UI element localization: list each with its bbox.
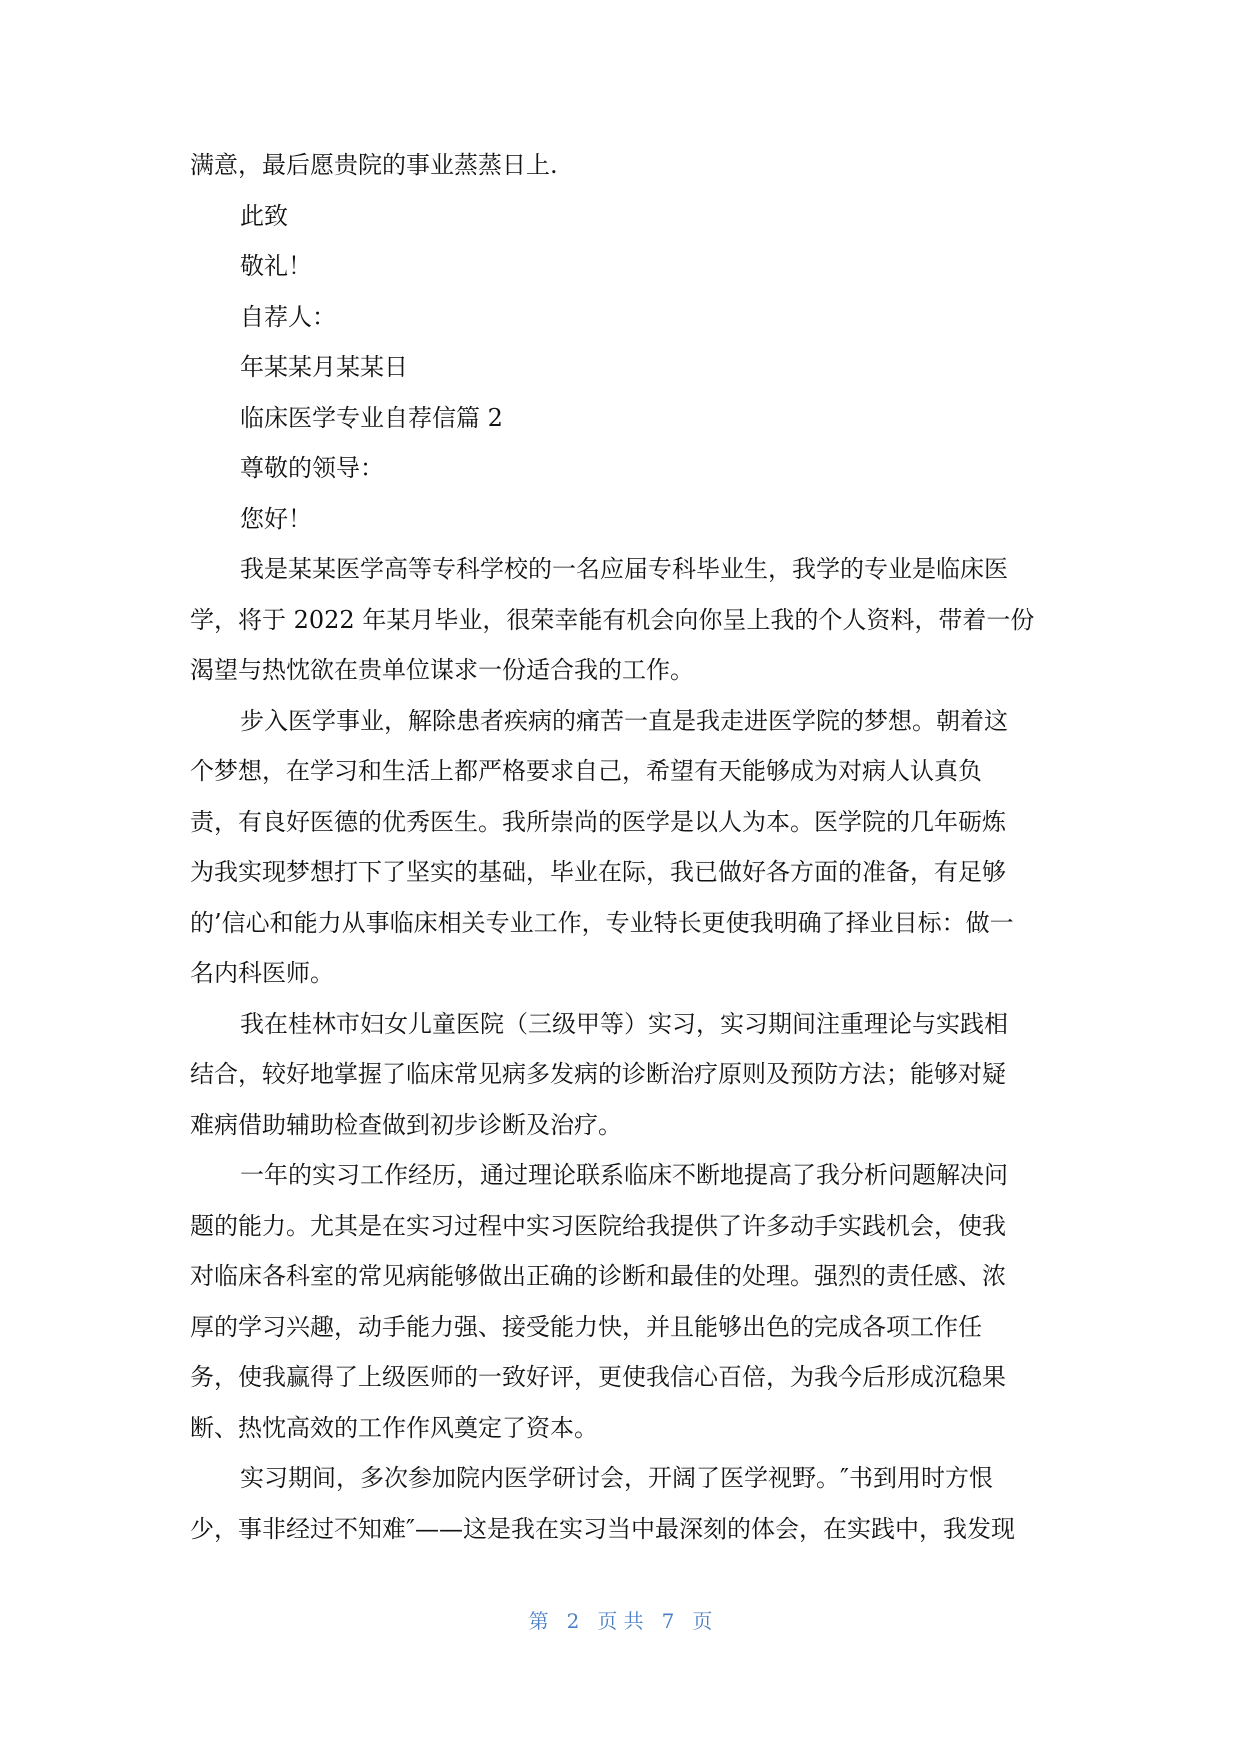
text-line: 题的能力。尤其是在实习过程中实习医院给我提供了许多动手实践机会，使我 [190, 1211, 1006, 1240]
text-line: 个梦想，在学习和生活上都严格要求自己，希望有天能够成为对病人认真负 [190, 757, 982, 785]
footer-total-pages: 7 [661, 1609, 675, 1633]
text-line: 务，使我赢得了上级医师的一致好评，更使我信心百倍，为我今后形成沉稳果 [190, 1363, 1006, 1391]
text-line: 此致 [240, 201, 288, 230]
text-line: 我是某某医学高等专科学校的一名应届专科毕业生，我学的专业是临床医 [240, 555, 1008, 583]
text-line: 责，有良好医德的优秀医生。我所崇尚的医学是以人为本。医学院的几年砺炼 [190, 807, 1006, 836]
text-line: 断、热忱高效的工作作风奠定了资本。 [190, 1413, 598, 1442]
text-line: 满意，最后愿贵院的事业蒸蒸日上. [190, 151, 558, 179]
text-line: 自荐人： [240, 302, 336, 331]
text-line: 结合，较好地掌握了临床常见病多发病的诊断治疗原则及预防方法；能够对疑 [190, 1060, 1006, 1088]
text-line: 您好！ [240, 504, 312, 533]
text-line: 年某某月某某日 [240, 353, 408, 381]
text-line: 学，将于 2022 年某月毕业，很荣幸能有机会向你呈上我的个人资料，带着一份 [190, 605, 1035, 634]
text-line: 少，事非经过不知难″——这是我在实习当中最深刻的体会，在实践中，我发现 [190, 1514, 1015, 1543]
footer-of-label: 页 共 [597, 1609, 644, 1633]
text-line: 我在桂林市妇女儿童医院（三级甲等）实习，实习期间注重理论与实践相 [240, 1009, 1008, 1038]
text-line: 难病借助辅助检查做到初步诊断及治疗。 [190, 1110, 622, 1139]
text-line: 步入医学事业，解除患者疾病的痛苦一直是我走进医学院的梦想。朝着这 [240, 706, 1008, 735]
footer-current-page: 2 [566, 1609, 580, 1633]
text-line: 敬礼！ [240, 252, 312, 280]
text-line: 对临床各科室的常见病能够做出正确的诊断和最佳的处理。强烈的责任感、浓 [190, 1262, 1006, 1290]
text-line: 临床医学专业自荐信篇 2 [240, 403, 503, 432]
text-line: 为我实现梦想打下了坚实的基础，毕业在际，我已做好各方面的准备，有足够 [190, 858, 1006, 886]
text-line: 名内科医师。 [190, 959, 334, 987]
page-footer [0, 1605, 1241, 1634]
text-line: 一年的实习工作经历，通过理论联系临床不断地提高了我分析问题解决问 [240, 1161, 1008, 1189]
text-line: 渴望与热忱欲在贵单位谋求一份适合我的工作。 [190, 656, 694, 684]
text-line: 尊敬的领导： [240, 454, 384, 482]
document-body [190, 153, 1060, 1567]
footer-page-label: 第 [528, 1609, 549, 1633]
footer-end-label: 页 [692, 1609, 713, 1633]
text-line: 实习期间，多次参加院内医学研讨会，开阔了医学视野。″书到用时方恨 [240, 1464, 993, 1492]
text-line: 的’信心和能力从事临床相关专业工作，专业特长更使我明确了择业目标：做一 [190, 908, 1014, 937]
text-line: 厚的学习兴趣，动手能力强、接受能力快，并且能够出色的完成各项工作任 [190, 1312, 982, 1341]
